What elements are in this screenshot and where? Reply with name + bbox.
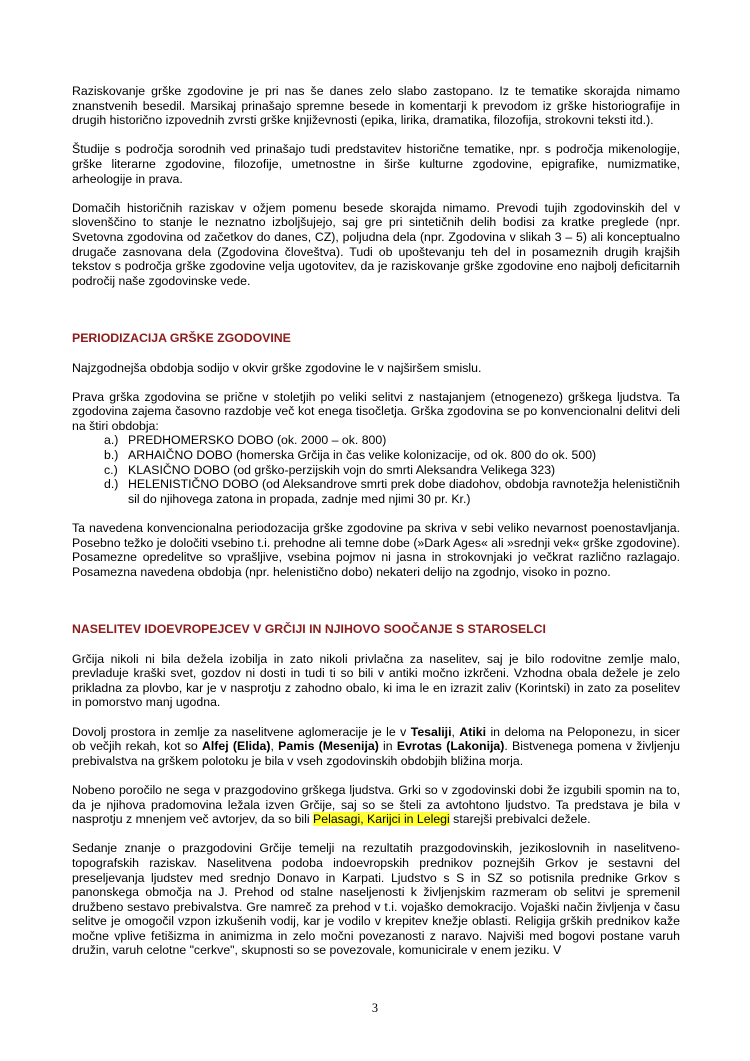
intro-paragraph-3: Domačih historičnih raziskav v ožjem pomenu besede skorajda nimamo. Prevodi tujih zgodovinskih del v slovenščino to stanje le neznatno izboljšujejo, saj gre pri sintetičnih delih bodisi za kratke preglede (npr. Svetovna zgodovina od začetkov do danes, CZ), poljudna dela (npr. Zgodovina v slikah 3 – 5) ali konceptualno drugače zasnovana dela (Zgodovina človeštva). Tudi ob upoštevanju teh del in posameznih drugih krajših tekstov s področja grške zgodovine velja ugotovitev, da je raziskovanje grške zgodovine eno najbolj deficitarnih področij naše zgodovinske vede.: [72, 200, 680, 288]
text-run: Dovolj prostora in zemlje za naselitvene aglomeracije je le v: [72, 724, 411, 739]
list-item-text: PREDHOMERSKO DOBO (ok. 2000 – ok. 800): [128, 433, 387, 448]
periodization-paragraph-1: Najzgodnejša obdobja sodijo v okvir grške zgodovine le v najširšem smislu.: [72, 360, 482, 375]
list-marker: d.): [104, 477, 119, 492]
text-run: . Bistvenega pomena v življenju prebivalstva na grškem polotoku je bila v vseh zgodovinskih obdobjih bližina morja.: [72, 739, 680, 768]
section-heading-periodization: PERIODIZACIJA GRŠKE ZGODOVINE: [72, 331, 291, 346]
text-run: Nobeno poročilo ne sega v prazgodovino grškega ljudstva. Grki so v zgodovinski dobi že izgubili spomin na to, da je njihova pradomovina ležala izven Grčije, saj so se šteli za avtohtono ljudstvo. Ta predstava je bila v nasprotju z mnenjem več avtorjev, da so bili: [72, 782, 680, 827]
list-item: [72, 463, 680, 478]
place-name: Atiki: [459, 724, 487, 739]
list-item-text: ARHAIČNO DOBO (homerska Grčija in čas velike kolonizacije, od ok. 800 do ok. 500): [128, 448, 597, 463]
highlighted-text: Pelasagi, Karijci in Lelegi: [313, 812, 450, 827]
settlement-paragraph-4: Sedanje znanje o prazgodovini Grčije temelji na rezultatih prazgodovinskih, jezikoslovnih in naselitveno-topografskih raziskav. Naselitvena podoba indoevropskih prednikov poznejših Grkov je sestavni del preseljevanja ljudstev med srednjo Donavo in Karpati. Ljudstvo s S in SZ so potisnila prednike Grkov s panonskega območja na J. Prehod od stalne naseljenosti k življenjskim razmeram ob selitvi je spremenil družbeno sestavo prebivalstva. Gre namreč za prehod v t.i. vojaško demokracijo. Vojaški način življenja v času selitve je omogočil vzpon izkušenih vodij, kar je vodilo v krepitev knežje oblasti. Religija grških prednikov kaže močne vplive fetišizma in animizma in zelo močni povezanosti z naravo. Najviši med bogovi postane varuh družin, varuh celotne "cerkve", skupnosti so se povezovale, komunicirale v enem jeziku. V: [72, 841, 680, 958]
settlement-paragraph-2: [72, 725, 680, 769]
list-marker: a.): [104, 433, 119, 448]
list-item: [72, 477, 680, 506]
list-item-text: HELENISTIČNO DOBO (od Aleksandrove smrti prek dobe diadohov, obdobja ravnotežja helenističnih sil do njihovega zatona in propada, zadnje med njimi 30 pr. Kr.): [128, 477, 680, 506]
settlement-paragraph-3: [72, 783, 680, 827]
text-run: ,: [451, 724, 460, 739]
list-item: [72, 433, 680, 448]
periodization-paragraph-3: Ta navedena konvencionalna periodozacija grške zgodovine pa skriva v sebi veliko nevarnost poenostavljanja. Posebno težko je določiti vsebino t.i. prehodne ali temne dobe (»Dark Ages« ali »srednji vek« grške zgodovine). Posamezne opredelitve so vprašljive, vsebina pojmov ni jasna in strokovnjaki jo večkrat različno razlagajo. Posamezna navedena obdobja (npr. helenistično dobo) nekateri delijo na zgodnjo, visoko in pozno.: [72, 521, 680, 579]
list-item: [72, 448, 680, 463]
list-marker: b.): [104, 448, 119, 463]
list-marker: c.): [104, 462, 118, 477]
periodization-paragraph-2: Prava grška zgodovina se prične v stoletjih po veliki selitvi z nastajanjem (etnogenezo) grškega ljudstva. Ta zgodovina zajema časovno razdobje več kot enega tisočletja. Grška zgodovina se po konvencionalni delitvi deli na štiri obdobja:: [72, 389, 680, 433]
period-list: [72, 433, 680, 506]
page-number: 3: [371, 1001, 379, 1015]
list-item-text: KLASIČNO DOBO (od grško-perzijskih vojn do smrti Aleksandra Velikega 323): [128, 462, 556, 477]
intro-paragraph-1: Raziskovanje grške zgodovine je pri nas še danes zelo slabo zastopano. Iz te tematike skorajda nimamo znanstvenih besedil. Marsikaj prinašajo spremne besede in komentarji k prevodom iz grške historiografije in drugih historično izpovednih zvrsti grške književnosti (epika, lirika, dramatika, filozofija, strokovni teksti itd.).: [72, 84, 680, 128]
settlement-paragraph-1: Grčija nikoli ni bila dežela izobilja in zato nikoli privlačna za naselitev, saj je bilo rodovitne zemlje malo, prevladuje kraški svet, gozdov ni dosti in tudi ti so bili v antiki močno izkrčeni. Vzhodna obala dežele je zelo prikladna za plovbo, kar je v nasprotju z zahodno obalo, ki ima le en izrazit zaliv (Korintski) in zato za poselitev in pomorstvo manj ugodna.: [72, 651, 680, 710]
section-heading-settlement: NASELITEV IDOEVROPEJCEV V GRČIJI IN NJIHOVO SOOČANJE S STAROSELCI: [72, 622, 546, 637]
intro-paragraph-2: Študije s področja sorodnih ved prinašajo tudi predstavitev historične tematike, npr. s področja mikenologije, grške literarne zgodovine, filozofije, umetnostne in širše kulturne zgodovine, epigrafike, numizmatike, arheologije in prava.: [72, 142, 680, 186]
place-name: Pamis (Mesenija): [278, 739, 379, 754]
document-page: [72, 84, 680, 958]
text-run: starejši prebivalci dežele.: [449, 812, 591, 827]
text-run: ,: [270, 739, 279, 754]
place-name: Evrotas (Lakonija): [396, 739, 505, 754]
place-name: Alfej (Elida): [202, 739, 271, 754]
text-run: in deloma na Peloponezu, in sicer ob večjih rekah, kot so: [72, 724, 680, 754]
text-run: in: [378, 739, 397, 754]
place-name: Tesaliji: [410, 724, 452, 739]
